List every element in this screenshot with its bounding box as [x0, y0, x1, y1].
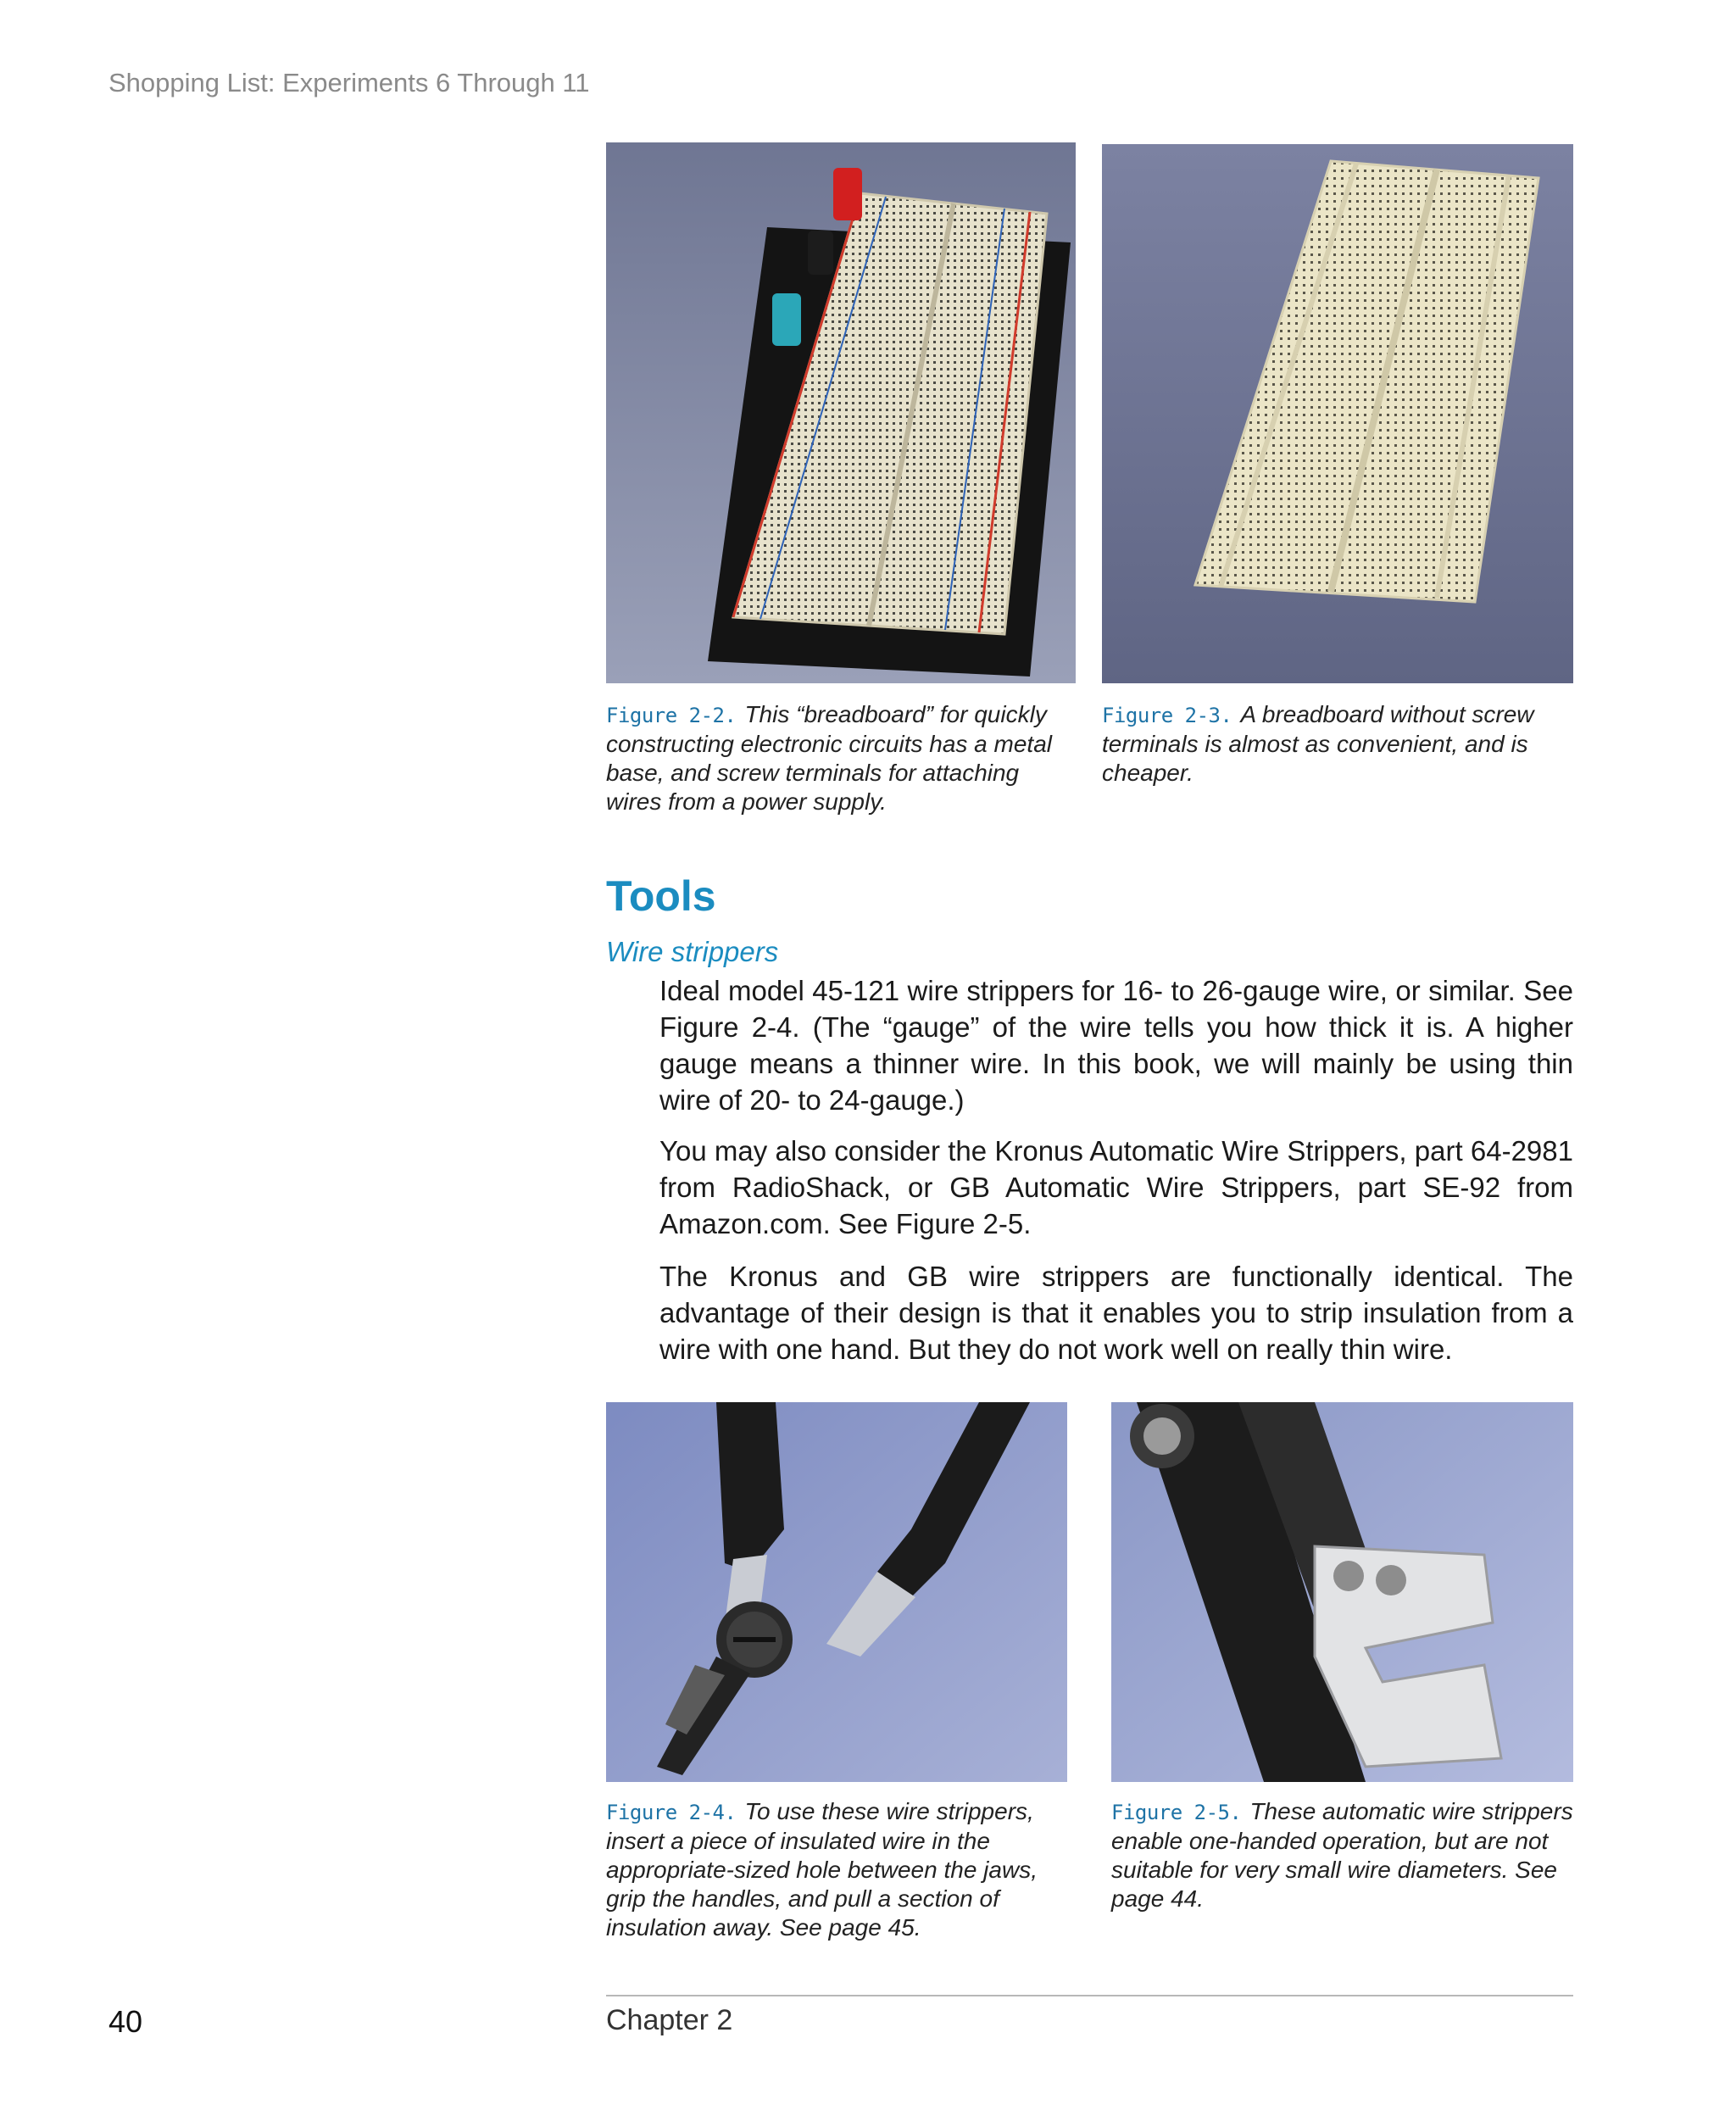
figure-2-4-caption [606, 1797, 1072, 1942]
running-head: Shopping List: Experiments 6 Through 11 [108, 68, 590, 97]
figure-2-2-label: Figure 2-2. [606, 704, 737, 727]
body-paragraph-1: Ideal model 45-121 wire strippers for 16- to 26-gauge wire, or similar. See Figure 2-4. (The “gauge” of the wire tells you how thick it is. A higher gauge means a thinner wire. In this book, we will mainly be using thin wire of 20- to 24-gauge.) [659, 975, 1573, 1116]
subhead-wire-strippers: Wire strippers [606, 936, 779, 967]
figure-2-5-label: Figure 2-5. [1111, 1801, 1242, 1824]
footer-rule [606, 1995, 1573, 1996]
figure-2-3-image [1102, 144, 1573, 683]
figure-2-4-image [606, 1402, 1067, 1782]
figure-2-5-caption-text: These automatic wire strippers enable one-handed operation, but are not suitable for very small wire diameters. See page 44. [1111, 1798, 1573, 1912]
figure-2-2-image [606, 142, 1076, 683]
body-paragraph-3: The Kronus and GB wire strippers are functionally identical. The advantage of their design is that it enables you to strip insulation from a wire with one hand. But they do not work well on really thin wire. [659, 1261, 1573, 1365]
figure-2-5-caption [1111, 1797, 1573, 1913]
figure-2-3-caption-text: A breadboard without screw terminals is almost as convenient, and is cheaper. [1102, 701, 1534, 786]
body-paragraph-2: You may also consider the Kronus Automatic Wire Strippers, part 64-2981 from RadioShack, or GB Automatic Wire Strippers, part SE-92 from Amazon.com. See Figure 2-5. [659, 1135, 1573, 1239]
figure-2-3-caption [1102, 700, 1573, 788]
page-number: 40 [108, 2004, 143, 2039]
figure-2-3-label: Figure 2-3. [1102, 704, 1232, 727]
figure-2-4-label: Figure 2-4. [606, 1801, 737, 1824]
section-title: Tools [606, 872, 716, 920]
figure-2-4-caption-text: To use these wire strippers, insert a piece of insulated wire in the appropriate-sized hole between the jaws, grip the handles, and pull a section of insulation away. See page 45. [606, 1798, 1038, 1941]
figure-2-2-caption-text: This “breadboard” for quickly constructing electronic circuits has a metal base, and screw terminals for attaching wires from a power supply. [606, 701, 1052, 815]
chapter-label: Chapter 2 [606, 2004, 733, 2036]
figure-2-5-image [1111, 1402, 1573, 1782]
figure-2-2-caption [606, 700, 1081, 816]
